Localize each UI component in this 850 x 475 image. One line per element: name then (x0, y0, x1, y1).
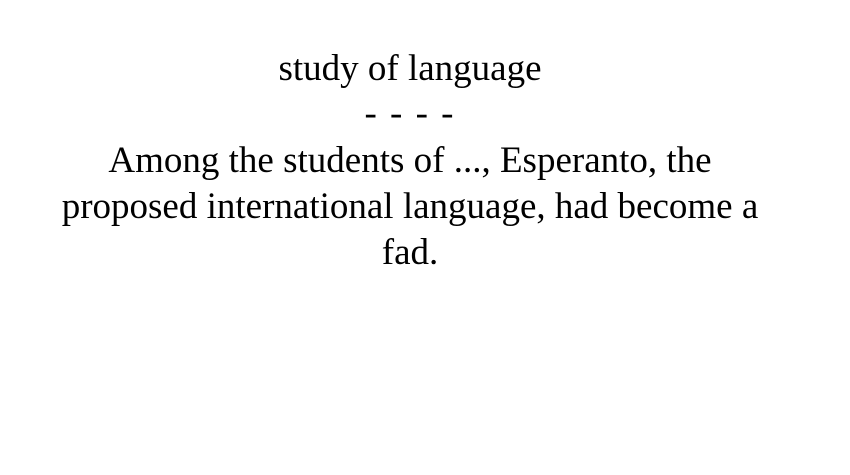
example-sentence: Among the students of ..., Esperanto, the proposed international language, had become a fad. (61, 140, 759, 273)
term-text: study of language (278, 48, 542, 89)
divider: - - - - (364, 93, 456, 134)
